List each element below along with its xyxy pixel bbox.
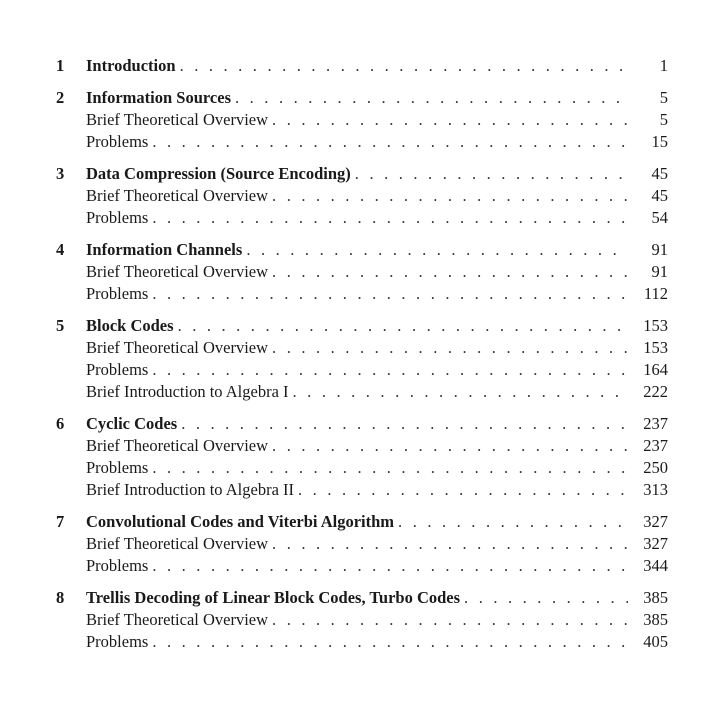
dot-leader [298, 479, 628, 501]
dot-leader [235, 87, 628, 109]
toc-section-entry[interactable] [56, 609, 668, 631]
chapter-page-number: 153 [643, 316, 668, 335]
section-title: Brief Theoretical Overview [86, 436, 269, 455]
dot-leader [293, 381, 628, 403]
dot-leader [152, 131, 628, 153]
section-title: Problems [86, 632, 149, 651]
toc-section-entry[interactable] [56, 533, 668, 555]
chapter-number: 6 [56, 414, 65, 433]
toc-chapter [56, 55, 668, 77]
toc-chapter [56, 511, 668, 577]
dot-leader [272, 185, 628, 207]
dot-leader [152, 359, 628, 381]
section-page-number: 327 [643, 534, 668, 553]
toc-chapter-entry[interactable] [56, 239, 668, 261]
chapter-page-number: 327 [643, 512, 668, 531]
chapter-number: 3 [56, 164, 65, 183]
toc-section-entry[interactable] [56, 555, 668, 577]
section-title: Brief Theoretical Overview [86, 610, 269, 629]
dot-leader [152, 207, 628, 229]
chapter-page-number: 5 [659, 88, 668, 107]
chapter-page-number: 91 [651, 240, 668, 259]
toc-section-entry[interactable] [56, 109, 668, 131]
toc-chapter [56, 163, 668, 229]
section-title: Problems [86, 208, 149, 227]
toc-chapter-entry[interactable] [56, 163, 668, 185]
chapter-page-number: 1 [659, 56, 668, 75]
chapter-number: 4 [56, 240, 65, 259]
toc-section-entry[interactable] [56, 631, 668, 653]
toc-chapter-entry[interactable] [56, 413, 668, 435]
section-title: Brief Theoretical Overview [86, 338, 269, 357]
table-of-contents [56, 55, 668, 663]
dot-leader [272, 609, 628, 631]
dot-leader [246, 239, 628, 261]
section-title: Brief Introduction to Algebra I [86, 382, 289, 401]
dot-leader [272, 261, 628, 283]
dot-leader [152, 283, 628, 305]
toc-chapter [56, 87, 668, 153]
section-title: Problems [86, 360, 149, 379]
section-page-number: 164 [643, 360, 668, 379]
section-page-number: 15 [651, 132, 668, 151]
toc-chapter [56, 413, 668, 501]
toc-section-entry[interactable] [56, 261, 668, 283]
toc-chapter-entry[interactable] [56, 55, 668, 77]
chapter-number: 7 [56, 512, 65, 531]
section-page-number: 250 [643, 458, 668, 477]
toc-section-entry[interactable] [56, 283, 668, 305]
section-page-number: 344 [643, 556, 668, 575]
dot-leader [355, 163, 628, 185]
dot-leader [398, 511, 628, 533]
toc-section-entry[interactable] [56, 457, 668, 479]
dot-leader [272, 337, 628, 359]
dot-leader [272, 435, 628, 457]
toc-section-entry[interactable] [56, 435, 668, 457]
toc-section-entry[interactable] [56, 185, 668, 207]
section-page-number: 5 [659, 110, 668, 129]
chapter-title: Data Compression (Source Encoding) [86, 164, 351, 183]
toc-section-entry[interactable] [56, 337, 668, 359]
chapter-number: 2 [56, 88, 65, 107]
toc-chapter-entry[interactable] [56, 587, 668, 609]
chapter-title: Convolutional Codes and Viterbi Algorithm [86, 512, 395, 531]
chapter-number: 5 [56, 316, 65, 335]
dot-leader [180, 55, 628, 77]
toc-chapter [56, 239, 668, 305]
toc-section-entry[interactable] [56, 381, 668, 403]
dot-leader [152, 631, 628, 653]
section-title: Brief Theoretical Overview [86, 186, 269, 205]
section-page-number: 313 [643, 480, 668, 499]
toc-chapter-entry[interactable] [56, 315, 668, 337]
chapter-page-number: 45 [651, 164, 668, 183]
chapter-title: Cyclic Codes [86, 414, 178, 433]
dot-leader [181, 413, 628, 435]
dot-leader [152, 457, 628, 479]
toc-chapter-entry[interactable] [56, 87, 668, 109]
dot-leader [464, 587, 628, 609]
dot-leader [152, 555, 628, 577]
section-page-number: 54 [651, 208, 668, 227]
toc-chapter [56, 315, 668, 403]
dot-leader [272, 109, 628, 131]
chapter-title: Information Sources [86, 88, 231, 107]
toc-section-entry[interactable] [56, 131, 668, 153]
chapter-title: Trellis Decoding of Linear Block Codes, Turbo Codes [86, 588, 461, 607]
section-title: Problems [86, 458, 149, 477]
section-title: Brief Introduction to Algebra II [86, 480, 295, 499]
section-page-number: 237 [643, 436, 668, 455]
section-title: Problems [86, 284, 149, 303]
chapter-page-number: 385 [643, 588, 668, 607]
dot-leader [178, 315, 628, 337]
toc-chapter [56, 587, 668, 653]
chapter-title: Introduction [86, 56, 176, 75]
section-title: Brief Theoretical Overview [86, 110, 269, 129]
section-page-number: 405 [643, 632, 668, 651]
chapter-number: 1 [56, 56, 65, 75]
toc-section-entry[interactable] [56, 207, 668, 229]
section-page-number: 45 [651, 186, 668, 205]
section-page-number: 385 [643, 610, 668, 629]
section-page-number: 112 [643, 284, 668, 303]
section-title: Brief Theoretical Overview [86, 534, 269, 553]
chapter-title: Block Codes [86, 316, 174, 335]
toc-section-entry[interactable] [56, 479, 668, 501]
section-title: Brief Theoretical Overview [86, 262, 269, 281]
chapter-page-number: 237 [643, 414, 668, 433]
chapter-number: 8 [56, 588, 65, 607]
section-page-number: 153 [643, 338, 668, 357]
section-title: Problems [86, 556, 149, 575]
dot-leader [272, 533, 628, 555]
chapter-title: Information Channels [86, 240, 243, 259]
toc-chapter-entry[interactable] [56, 511, 668, 533]
section-title: Problems [86, 132, 149, 151]
section-page-number: 91 [651, 262, 668, 281]
toc-section-entry[interactable] [56, 359, 668, 381]
section-page-number: 222 [643, 382, 668, 401]
